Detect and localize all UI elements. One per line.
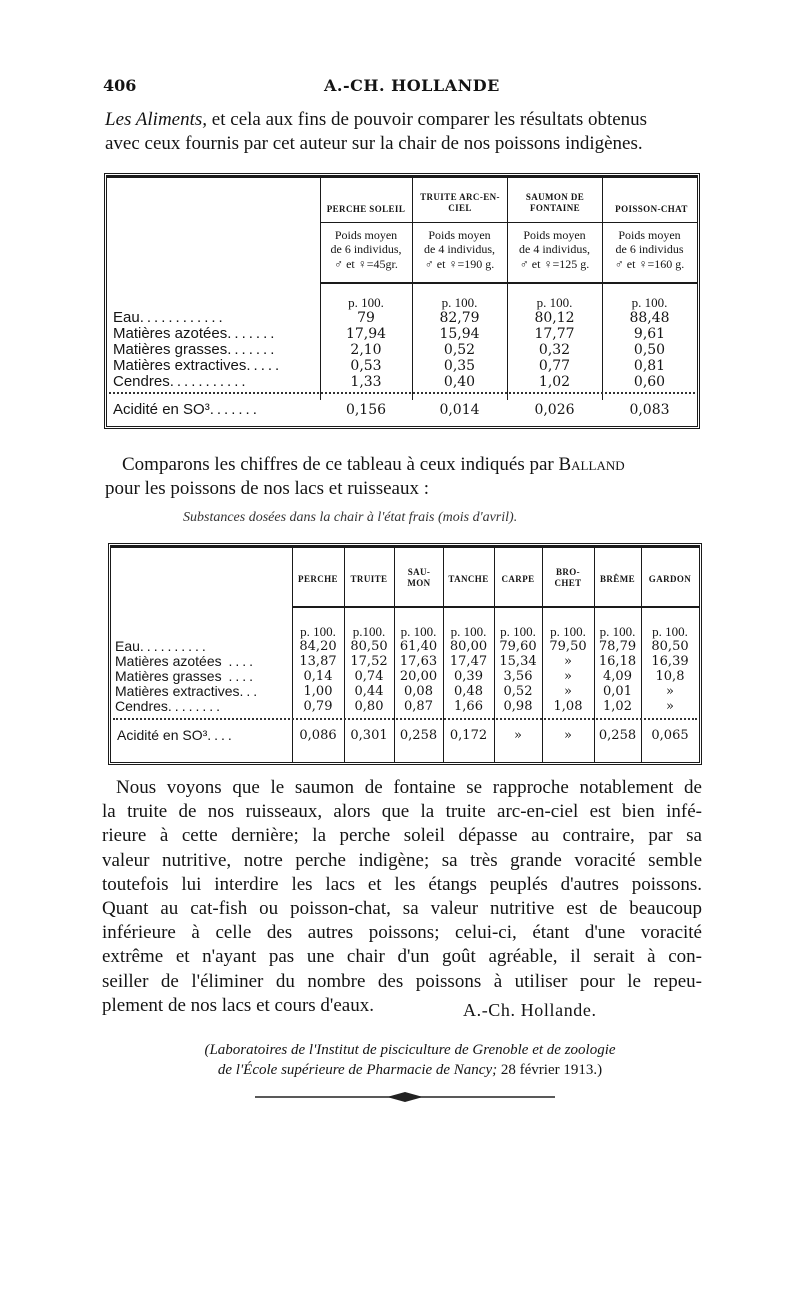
t1-dotted-separator (109, 392, 695, 394)
conclusion-line: valeur nutritive, notre perche indigène; sa très grande voracité semble (102, 849, 702, 871)
t2-cell: 78,79 (598, 639, 637, 654)
t1-sub2-col2: de 4 individus, (424, 242, 495, 256)
t2-unit: p. 100. (599, 624, 636, 639)
table-fish-composition-1 (104, 173, 700, 429)
t2-cell: 13,87 (299, 654, 337, 669)
t2-cell: 1,08 (553, 699, 583, 714)
t2-col-header-saumon: SAU- MON (407, 567, 431, 588)
t2-cell: 84,20 (299, 639, 337, 654)
t1-sub1-col2: Poids moyen (428, 228, 491, 242)
t2-col-header-gardon: GARDON (648, 574, 692, 584)
t2-cell: 0,74 (354, 669, 384, 684)
t1-row-label-matieres-azotees: Matières azotées....... (113, 325, 278, 342)
t2-row-label-acidite: Acidité en SO³.... (117, 727, 235, 743)
t1-cell: 80,12 (534, 310, 575, 326)
t2-cell: 0,01 (603, 684, 632, 699)
t2-cell: 0,172 (449, 728, 488, 743)
conclusion-line: seiller de l'éliminer du nombre des poissons à utiliser pour le repeu- (102, 970, 702, 992)
t1-unit-col2: p. 100. (441, 295, 478, 310)
affiliation-line-1: (Laboratoires de l'Institut de pisciculture de Grenoble et de zoologie (204, 1042, 616, 1058)
t2-cell: » (666, 684, 674, 699)
conclusion-line: extrême et n'ayant pas une chair d'un goût agréable, il serait à con- (102, 946, 702, 968)
t2-row-label-matieres-azotees: Matières azotées .... (115, 653, 257, 669)
t2-unit: p. 100. (300, 624, 336, 639)
t2-col-header-perche: PERCHE (298, 574, 338, 584)
t2-cell: 20,00 (399, 669, 438, 684)
t1-cell: 0,026 (534, 402, 575, 418)
t2-cell: 0,52 (503, 684, 533, 699)
t2-row-label-cendres: Cendres........ (115, 698, 224, 714)
t1-col-header-saumon-de-fontaine: SAUMON DE FONTAINE (525, 192, 585, 213)
t1-sub2-col3: de 4 individus, (519, 242, 590, 256)
table2-caption: Substances dosées dans la chair à l'état frais (mois d'avril). (183, 510, 518, 525)
t2-cell: 15,34 (499, 654, 537, 669)
t2-cell: 3,56 (503, 669, 533, 684)
t2-cell: 16,39 (651, 654, 689, 669)
t2-cell: 0,44 (354, 684, 384, 699)
t2-cell: 0,258 (399, 728, 438, 743)
conclusion-line: Quant au cat-fish ou poisson-chat, sa valeur nutritive est de beaucoup (102, 898, 702, 920)
author-signature: A.-Ch. Hollande. (463, 1000, 597, 1020)
affiliation-note (150, 1040, 670, 1080)
intro-line-1-rest: et cela aux fins de pouvoir comparer les résultats obtenus (207, 109, 648, 130)
t2-cell: 0,79 (303, 699, 333, 714)
t1-cell: 0,52 (443, 342, 476, 358)
t2-cell: 79,50 (549, 639, 587, 654)
conclusion-line: toutefois lui interdire les lacs et les étangs peuplés d'autres poissons. (102, 873, 702, 895)
t1-cell: 0,35 (443, 358, 476, 374)
t1-sub2-col1: de 6 individus, (330, 242, 402, 256)
t1-col-header-truite-arc-en-ciel: TRUITE ARC-EN-CIEL (420, 192, 500, 213)
t2-unit: p. 100. (550, 624, 586, 639)
conclusion-line: la truite de nos ruisseaux, alors que la truite arc-en-ciel est bien infé- (102, 801, 702, 823)
t2-cell: 0,98 (503, 699, 533, 714)
intro-paragraph (105, 108, 697, 156)
t1-cell: 0,53 (350, 358, 382, 374)
t1-sub1-col3: Poids moyen (523, 228, 586, 242)
affiliation-line-2: de l'École supérieure de Pharmacie de Nancy; 28 février 1913.) (217, 1062, 603, 1078)
conclusion-line: inférieure à celle des autres poissons; celui-ci, étant d'une voracité (102, 922, 702, 944)
t2-cell: 0,301 (350, 728, 388, 743)
t2-cell: 17,52 (350, 654, 388, 669)
t2-cell: 0,87 (404, 699, 433, 714)
t2-cell: 0,48 (454, 684, 483, 699)
t1-cell: 0,77 (538, 358, 571, 374)
t1-cell: 0,60 (633, 374, 666, 390)
t1-cell: 88,48 (629, 310, 670, 326)
t2-cell: » (564, 684, 572, 699)
t2-cell: 0,08 (404, 684, 433, 699)
t2-cell: 10,8 (655, 669, 685, 684)
t2-cell: 1,02 (603, 699, 632, 714)
t1-cell: 0,40 (443, 374, 476, 390)
end-ornament (255, 1091, 555, 1103)
t1-cell: 0,156 (345, 402, 387, 418)
t1-unit-col1: p. 100. (348, 295, 384, 310)
t1-sub3-col1: ♂ et ♀=45gr. (334, 257, 398, 271)
conclusion-line: Nous voyons que le saumon de fontaine se rapproche notablement de (116, 777, 702, 798)
t2-cell: 1,66 (454, 699, 483, 714)
t1-cell: 0,81 (633, 358, 666, 374)
t1-col-header-poisson-chat: POISSON-CHAT (615, 204, 688, 214)
t1-unit-col4: p. 100. (631, 295, 668, 310)
t2-cell: 79,60 (499, 639, 537, 654)
t1-sub3-col2: ♂ et ♀=190 g. (424, 257, 495, 271)
t2-col-header-breme: BRÊME (599, 574, 635, 584)
t1-cell: 0,083 (629, 402, 670, 418)
t1-cell: 79 (357, 310, 375, 326)
t2-cell: 0,086 (299, 728, 337, 743)
t1-cell: 0,014 (439, 402, 480, 418)
t2-col-header-brochet: BRO- CHET (554, 567, 582, 588)
t2-row-label-matieres-grasses: Matières grasses .... (115, 668, 257, 684)
t2-cell: 80,50 (651, 639, 689, 654)
t2-cell: » (666, 699, 674, 714)
t1-unit-col3: p. 100. (536, 295, 573, 310)
t2-cell: 61,40 (399, 639, 438, 654)
t1-row-label-matieres-extractives: Matières extractives..... (113, 357, 283, 374)
t2-cell: 80,00 (449, 639, 488, 654)
t1-sub3-col4: ♂ et ♀=160 g. (614, 257, 685, 271)
t2-unit: p. 100. (400, 624, 437, 639)
page-number: 406 (103, 76, 137, 95)
t2-unit: p. 100. (652, 624, 688, 639)
t1-cell: 0,50 (633, 342, 666, 358)
comparons-line-2: pour les poissons de nos lacs et ruisseaux : (105, 478, 430, 499)
t2-cell: 0,39 (454, 669, 483, 684)
t1-sub3-col3: ♂ et ♀=125 g. (519, 257, 590, 271)
t1-row-label-acidite: Acidité en SO³....... (113, 401, 260, 418)
t2-cell: 0,258 (598, 728, 637, 743)
t2-cell: 0,14 (303, 669, 333, 684)
comparons-line-1: Comparons les chiffres de ce tableau à ceux indiqués par Balland (122, 454, 625, 475)
t1-cell: 17,94 (345, 326, 387, 342)
comparons-paragraph (105, 453, 698, 501)
t1-cell: 9,61 (633, 326, 666, 342)
t1-cell: 82,79 (439, 310, 480, 326)
t1-cell: 1,33 (350, 374, 382, 390)
t2-unit: p. 100. (450, 624, 487, 639)
t1-row-label-eau: Eau............ (113, 309, 226, 326)
intro-line-2: avec ceux fournis par cet auteur sur la chair de nos poissons indigènes. (105, 133, 643, 154)
t1-cell: 17,77 (534, 326, 575, 342)
t2-cell: » (514, 728, 522, 743)
conclusion-line: plement de nos lacs et cours d'eaux. (102, 994, 374, 1016)
conclusion-paragraph (102, 776, 702, 1018)
t2-row-label-matieres-extractives: Matières extractives... (115, 683, 261, 699)
t1-col-header-perche-soleil: PERCHE SOLEIL (326, 204, 406, 214)
t2-unit: p. 100. (500, 624, 536, 639)
t2-col-header-truite: TRUITE (350, 574, 388, 584)
t2-cell: 16,18 (598, 654, 637, 669)
t2-col-header-carpe: CARPE (501, 574, 535, 584)
t2-cell: 0,065 (651, 728, 689, 743)
t2-row-label-eau: Eau.......... (115, 638, 209, 654)
t1-cell: 2,10 (350, 342, 382, 358)
t2-cell: » (564, 654, 572, 669)
t2-cell: » (564, 728, 572, 743)
t2-unit: p.100. (352, 624, 386, 639)
table-fish-composition-2 (108, 543, 702, 765)
t2-cell: 17,63 (399, 654, 438, 669)
t1-row-label-cendres: Cendres........... (113, 373, 249, 390)
t2-cell: 80,50 (350, 639, 388, 654)
t2-cell: » (564, 669, 572, 684)
t1-cell: 1,02 (538, 374, 571, 390)
t1-sub2-col4: de 6 individus (615, 242, 684, 256)
t1-row-label-matieres-grasses: Matières grasses....... (113, 341, 278, 358)
t2-cell: 4,09 (603, 669, 632, 684)
t2-cell: 17,47 (449, 654, 488, 669)
intro-line-1 (105, 108, 697, 132)
t2-col-header-tanche: TANCHE (448, 574, 489, 584)
t1-sub1-col1: Poids moyen (334, 228, 398, 242)
t2-dotted-separator (113, 718, 697, 720)
t2-cell: 1,00 (303, 684, 333, 699)
conclusion-line: rieure à cette dernière; la perche soleil dépasse au contraire, par sa (102, 825, 702, 847)
intro-title: Les Aliments, (105, 109, 208, 130)
t1-sub1-col4: Poids moyen (618, 228, 681, 242)
t1-cell: 0,32 (538, 342, 571, 358)
author-balland: Balland (558, 454, 625, 475)
running-head: A.-CH. HOLLANDE (324, 76, 500, 95)
t1-cell: 15,94 (439, 326, 480, 342)
t2-cell: 0,80 (354, 699, 384, 714)
